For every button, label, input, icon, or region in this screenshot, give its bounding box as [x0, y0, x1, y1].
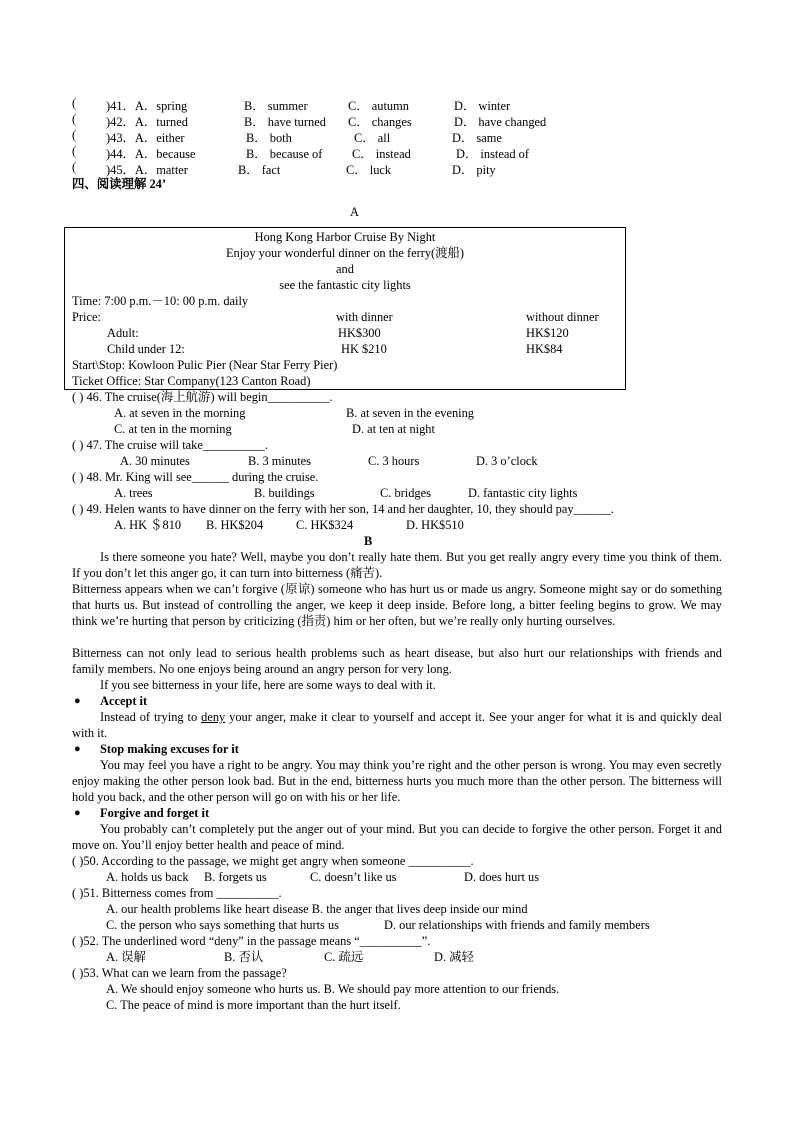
- passage-b-label: B: [364, 534, 373, 548]
- ad-adult-label: Adult:: [107, 326, 139, 340]
- section-title: 四、阅读理解 24’: [72, 177, 166, 191]
- option-a: )44．A．because: [106, 147, 196, 161]
- option-a: A. at seven in the morning: [114, 406, 246, 420]
- option-d: D. does hurt us: [464, 870, 540, 884]
- bullet-icon: ●: [74, 695, 81, 707]
- paragraph: Is there someone you hate? Well, maybe you don’t really hate them. But you get really angry every time you think of them. If you don’t let this anger go, it can turn into bitterness (痛苦).: [72, 550, 722, 580]
- option-d: D． have changed: [454, 115, 547, 129]
- answer-paren: (: [72, 160, 77, 174]
- ad-col-with-dinner: with dinner: [336, 310, 393, 324]
- question-49: ( ) 49. Helen wants to have dinner on the ferry with her son, 14 and her daughter, 10, they should pay______.: [72, 502, 614, 516]
- ad-subtitle: Enjoy your wonderful dinner on the ferry(渡船): [225, 246, 465, 260]
- option-c: C. 3 hours: [368, 454, 420, 468]
- option-d: D. fantastic city lights: [468, 486, 578, 500]
- option-c: C. 疏远: [324, 950, 364, 964]
- option-a: A. trees: [114, 486, 153, 500]
- option-d: D． same: [452, 131, 502, 145]
- option-d: D. at ten at night: [352, 422, 435, 436]
- option-b: B. forgets us: [204, 870, 267, 884]
- cloze-row: [72, 128, 502, 145]
- text: your anger, make it clear to yourself and accept it. See your anger for what it is and quickly deal with it.: [72, 710, 722, 740]
- option-a: A. holds us back: [106, 870, 189, 884]
- cloze-row: [72, 144, 529, 161]
- heading-accept: Accept it: [100, 694, 148, 708]
- text: Instead of trying to: [100, 710, 202, 724]
- option-a: A. 30 minutes: [120, 454, 190, 468]
- option-c: C． instead: [352, 147, 411, 161]
- ad-start-stop: Start\Stop: Kowloon Pulic Pier (Near Star Ferry Pier): [72, 358, 338, 372]
- answer-paren: (: [72, 144, 77, 158]
- option-c: C. bridges: [380, 486, 431, 500]
- paragraph: [72, 709, 722, 741]
- option-d: D. our relationships with friends and family members: [384, 918, 650, 932]
- ad-child-with: HK $210: [341, 342, 387, 356]
- cloze-row: [72, 112, 547, 129]
- ad-time: Time: 7:00 p.m.－10: 00 p.m. daily: [72, 294, 249, 308]
- option-a: A. HK ＄810: [114, 518, 182, 532]
- bullet-icon: ●: [74, 807, 81, 819]
- answer-paren: (: [72, 112, 77, 126]
- bullet-icon: ●: [74, 743, 81, 755]
- option-c: C. HK$324: [296, 518, 354, 532]
- option-c: C． changes: [348, 115, 412, 129]
- option-b: B． summer: [244, 99, 308, 113]
- answer-paren: (: [72, 128, 77, 142]
- ad-child-label: Child under 12:: [107, 342, 185, 356]
- option-c: C． luck: [346, 163, 392, 177]
- option-b: B. HK$204: [206, 518, 264, 532]
- cloze-row: [72, 96, 511, 113]
- option-d: D. HK$510: [406, 518, 464, 532]
- heading-excuses: Stop making excuses for it: [100, 742, 239, 756]
- ad-child-without: HK$84: [526, 342, 563, 356]
- option-d: D． winter: [454, 99, 511, 113]
- option-a: A. 误解: [106, 950, 146, 964]
- paragraph: Bitterness can not only lead to serious health problems such as heart disease, but also hurt our relationships with friends and family members. No one enjoys being around an angry person for very long.: [72, 646, 722, 676]
- underlined-word: deny: [201, 710, 226, 724]
- advertisement-box: [64, 227, 626, 390]
- ad-subtitle-2: see the fantastic city lights: [279, 278, 411, 292]
- question-53: ( )53. What can we learn from the passage?: [72, 966, 287, 980]
- option-b: B． have turned: [244, 115, 326, 129]
- option-a: )42．A．turned: [106, 115, 188, 129]
- option-b: B. at seven in the evening: [346, 406, 475, 420]
- ad-adult-with: HK$300: [338, 326, 381, 340]
- ad-adult-without: HK$120: [526, 326, 569, 340]
- option-a: )43．A．either: [106, 131, 185, 145]
- cloze-row: [72, 160, 496, 177]
- option-c: C. at ten in the morning: [114, 422, 232, 436]
- ad-ticket-office: Ticket Office: Star Company(123 Canton Road): [72, 374, 311, 388]
- ad-and: and: [336, 262, 354, 276]
- option-ab: A. our health problems like heart disease B. the anger that lives deep inside our mind: [106, 902, 528, 916]
- answer-paren: (: [72, 96, 77, 110]
- question-52: ( )52. The underlined word “deny” in the passage means “__________”.: [72, 934, 431, 948]
- option-b: B. buildings: [254, 486, 315, 500]
- option-d: D． pity: [452, 163, 496, 177]
- option-b: B． both: [246, 131, 292, 145]
- ad-price-label: Price:: [72, 310, 101, 324]
- paragraph: You probably can’t completely put the anger out of your mind. But you can decide to forgive the other person. Forget it and move on. You’ll enjoy better health and peace of mind.: [72, 822, 722, 852]
- passage-a-label: A: [350, 205, 359, 219]
- option-b: B. 3 minutes: [248, 454, 311, 468]
- option-c: C. doesn’t like us: [310, 870, 397, 884]
- option-a: )45．A．matter: [106, 163, 188, 177]
- option-d: D． instead of: [456, 147, 529, 161]
- option-b: B. 否认: [224, 950, 264, 964]
- option-b: B． fact: [238, 163, 281, 177]
- option-c: C. the person who says something that hurts us: [106, 918, 339, 932]
- option-c: C． autumn: [348, 99, 409, 113]
- heading-forgive: Forgive and forget it: [100, 806, 210, 820]
- option-d: D. 减轻: [434, 950, 474, 964]
- option-c: C． all: [354, 131, 391, 145]
- paragraph: Bitterness appears when we can’t forgive (原谅) someone who has hurt us or made us angry. Someone might say or do something that hurts us. But instead of controlling the anger, we keep it deep inside. Before long, a bitter feeling begins to grow. We may think we’re hurting that person by criticizing (指责) him or her often, but we’re really only hurting ourselves.: [72, 582, 722, 628]
- ad-title: Hong Kong Harbor Cruise By Night: [254, 230, 436, 244]
- question-51: ( )51. Bitterness comes from __________.: [72, 886, 282, 900]
- question-48: ( ) 48. Mr. King will see______ during the cruise.: [72, 470, 319, 484]
- question-47: ( ) 47. The cruise will take__________.: [72, 438, 268, 452]
- question-46: ( ) 46. The cruise(海上航游) will begin__________.: [72, 390, 333, 404]
- option-a: )41．A．spring: [106, 99, 188, 113]
- question-50: ( )50. According to the passage, we might get angry when someone __________.: [72, 854, 474, 868]
- paragraph: If you see bitterness in your life, here are some ways to deal with it.: [100, 678, 436, 692]
- option-c: C. The peace of mind is more important than the hurt itself.: [106, 998, 401, 1012]
- option-d: D. 3 o’clock: [476, 454, 538, 468]
- ad-col-without-dinner: without dinner: [526, 310, 599, 324]
- option-ab: A. We should enjoy someone who hurts us. B. We should pay more attention to our friends.: [106, 982, 560, 996]
- option-b: B． because of: [246, 147, 323, 161]
- paragraph: You may feel you have a right to be angry. You may think you’re right and the other person is wrong. You may even secretly enjoy making the other person look bad. But in the end, bitterness hurts you much more than the other person. The bitterness will hold you back, and the other person will go on with his or her life.: [72, 758, 722, 804]
